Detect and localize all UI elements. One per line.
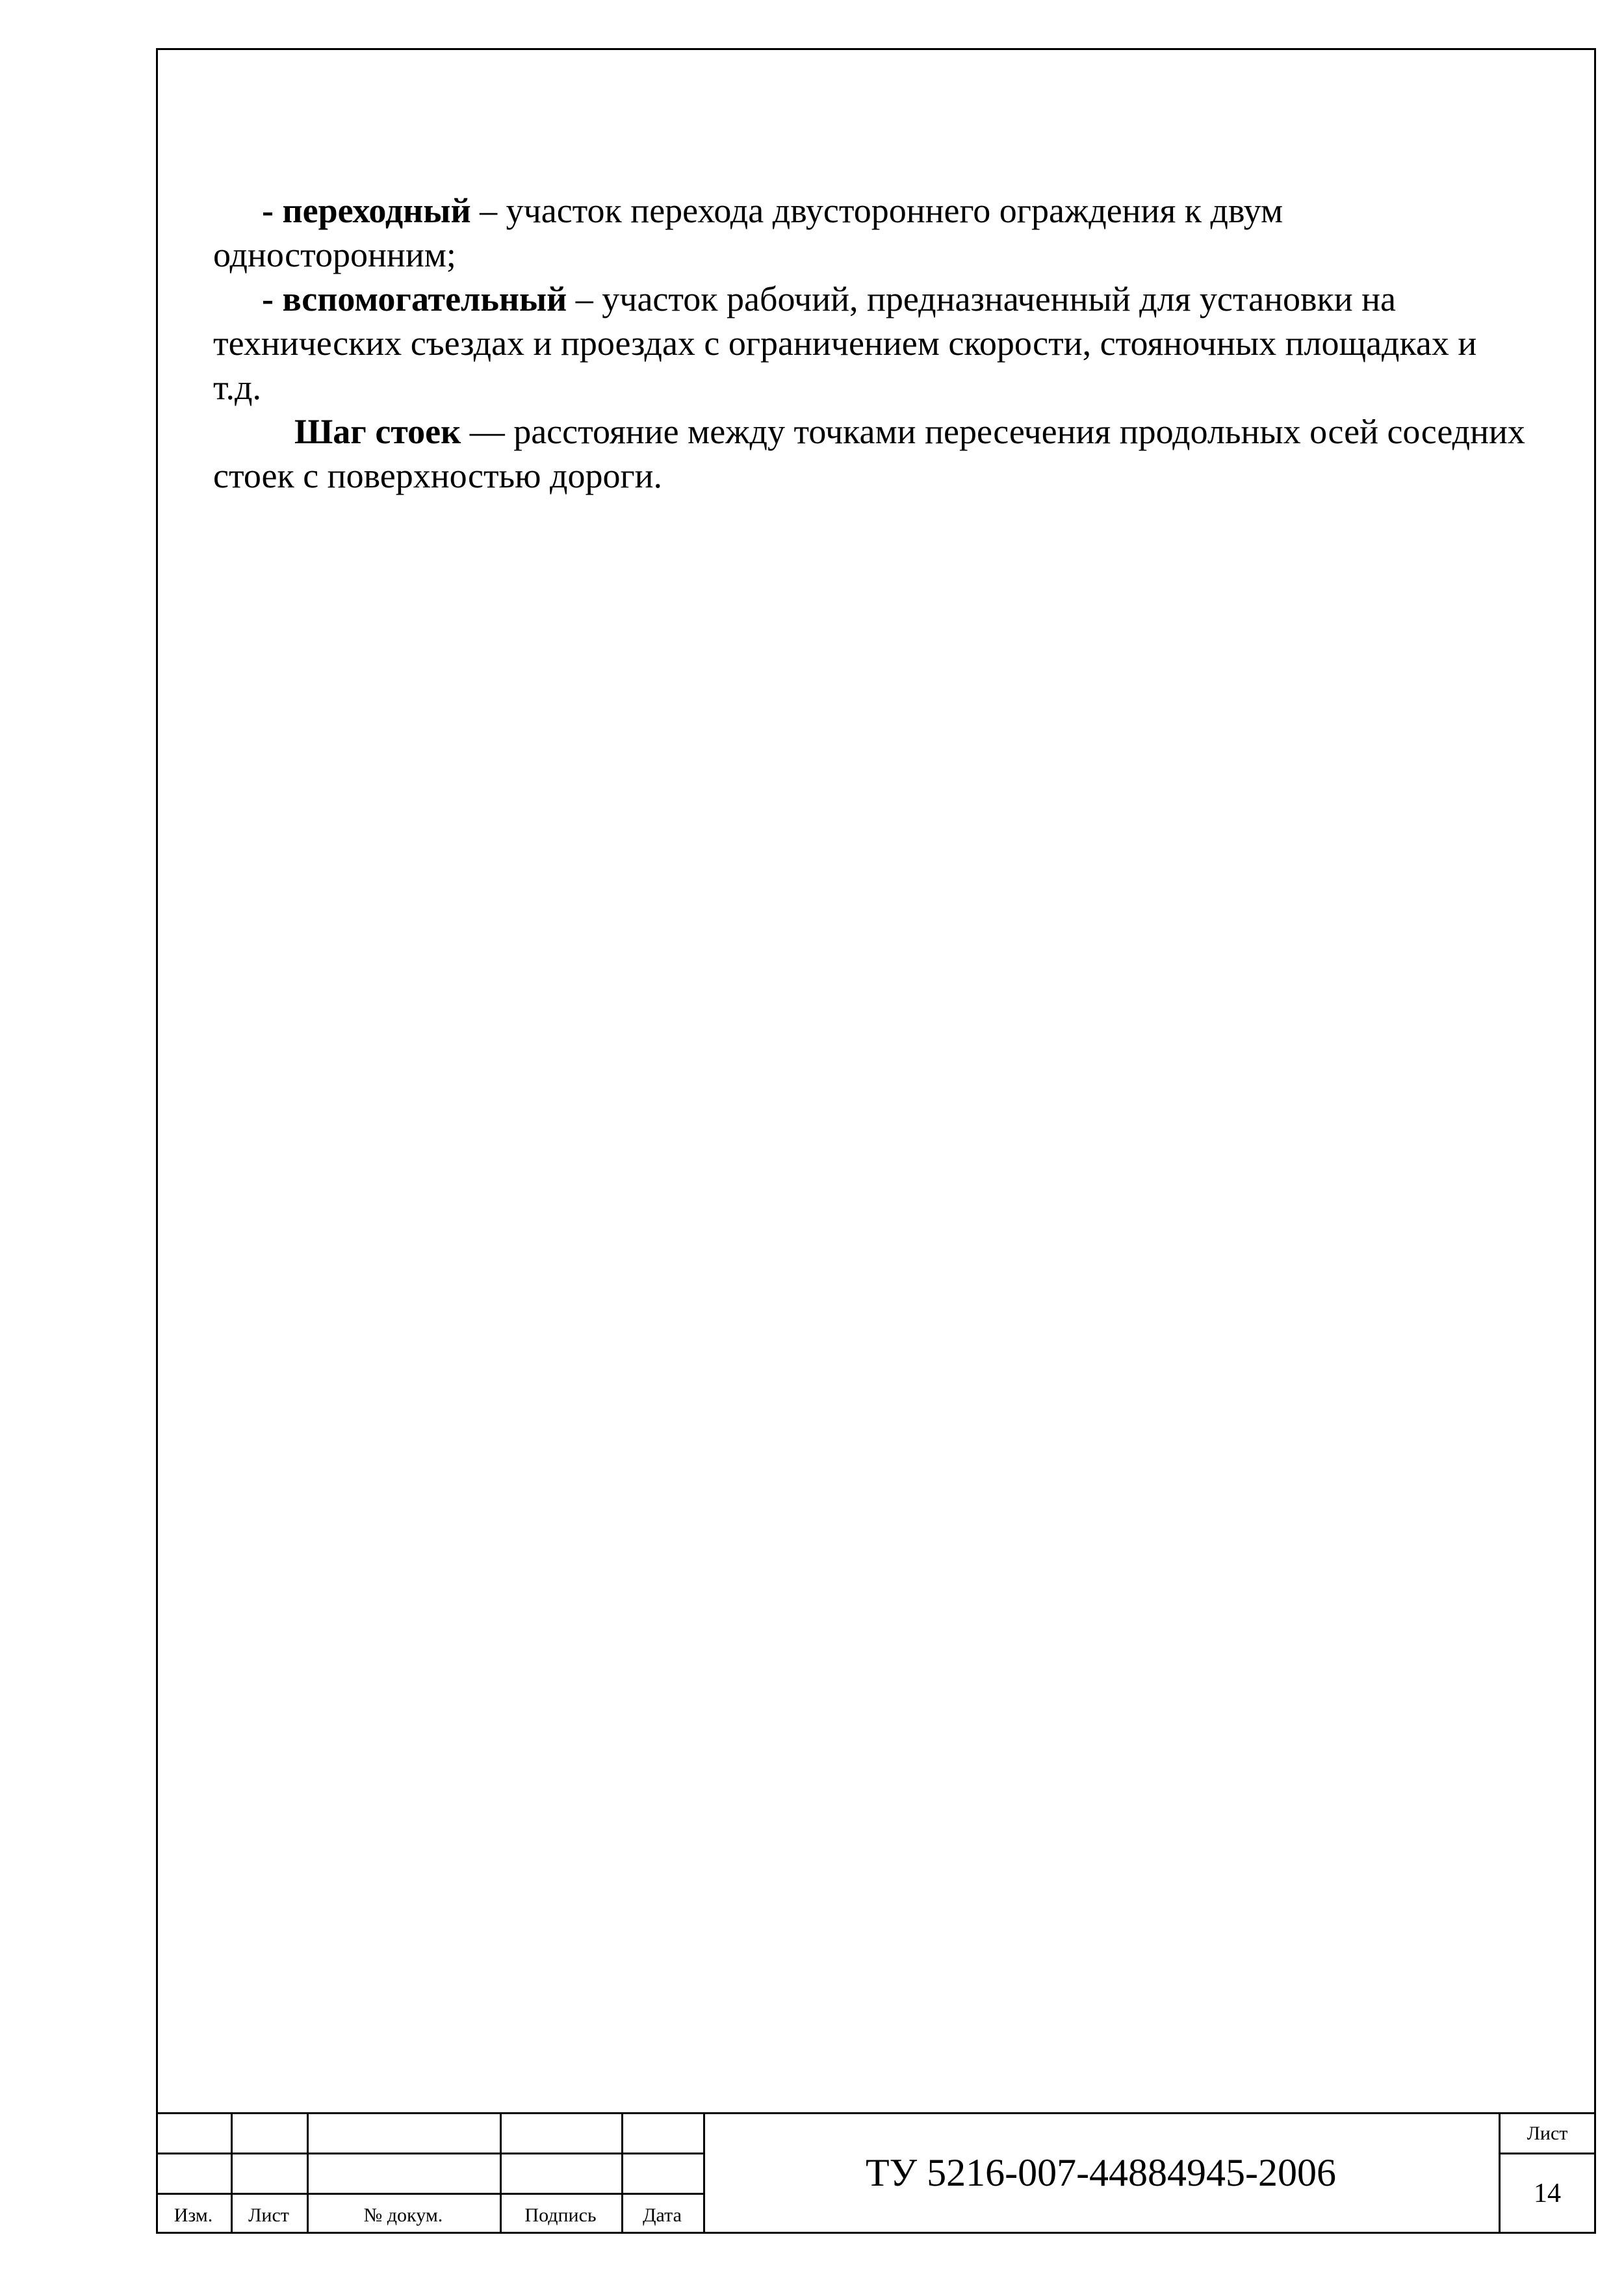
definition-text: – участок перехода двустороннего ограждения к двум одностоpонним;	[213, 191, 1283, 274]
label-dokum: № докум.	[363, 2205, 443, 2226]
stamp-top-border	[156, 2112, 1596, 2114]
term-auxiliary: - вспомогательный	[262, 279, 567, 318]
definition-post-spacing	[213, 409, 1526, 498]
definition-auxiliary	[213, 277, 1526, 409]
label-podpis: Подпись	[524, 2205, 597, 2226]
sheet-label: Лист	[1527, 2123, 1568, 2144]
term-post-spacing: Шаг стоек	[294, 412, 461, 451]
sheet-number: 14	[1534, 2179, 1561, 2208]
document-code: ТУ 5216-007-44884945-2006	[865, 2151, 1337, 2194]
label-list: Лист	[248, 2205, 289, 2226]
label-data: Дата	[643, 2205, 682, 2226]
label-izm: Изм.	[174, 2205, 213, 2226]
definition-text: — расстояние между точками пересечения продольных осей соседних стоек с поверхностью дороги.	[213, 412, 1525, 495]
stamp-sheet-row-line	[1499, 2153, 1596, 2154]
definition-text: – участок рабочий, предназначенный для установки на технических съездах и проездах с ограничением скорости, стояночных площадках и т.д.	[213, 279, 1477, 407]
term-transitional: - переходный	[262, 191, 471, 230]
definition-transitional	[213, 188, 1526, 277]
document-body	[213, 188, 1526, 498]
title-block	[156, 2112, 1596, 2234]
